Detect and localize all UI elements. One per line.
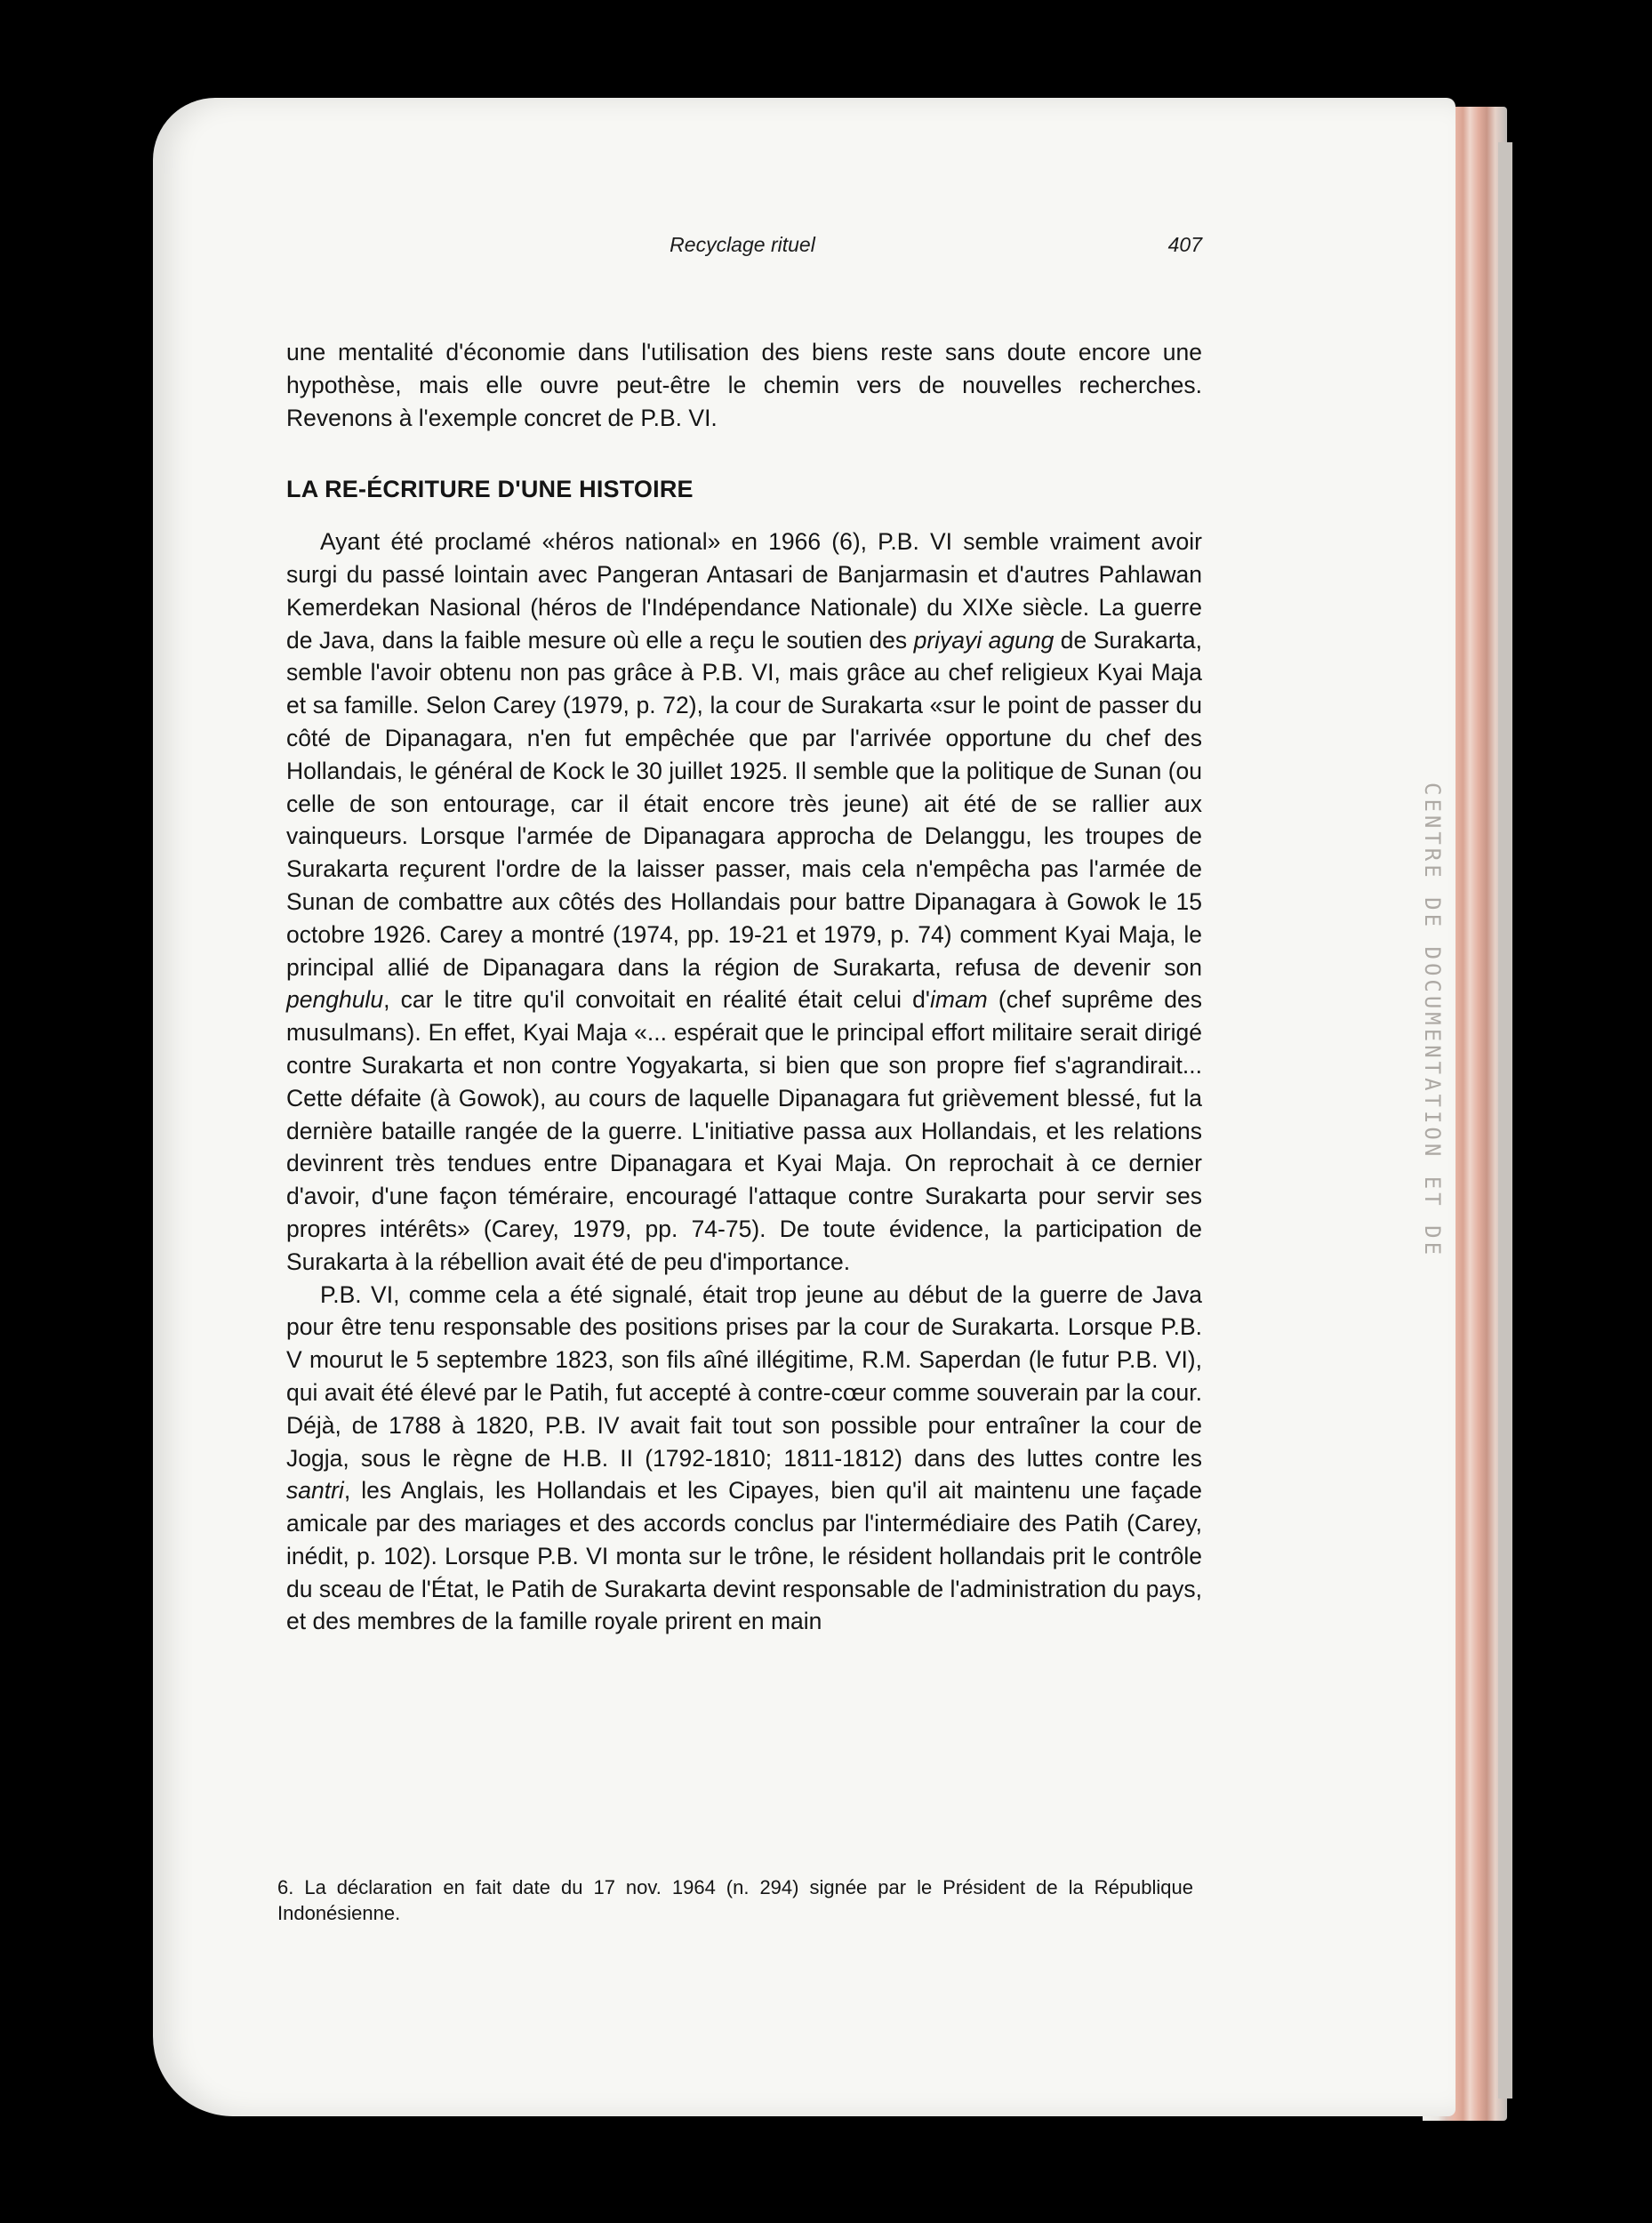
italic-term: priyayi agung <box>913 626 1055 654</box>
page-header <box>283 233 1202 261</box>
book-cover-edge <box>1498 142 1512 2099</box>
body-text <box>286 336 1202 1638</box>
edge-stamp: CENTRE DE DOCUMENTATION ET DE <box>1420 782 1445 1259</box>
paragraph-text: , car le titre qu'il convoitait en réalité était celui d' <box>383 986 930 1014</box>
intro-paragraph: une mentalité d'économie dans l'utilisation des biens reste sans doute encore une hypothèse, mais elle ouvre peut-être le chemin vers de nouvelles recherches. Revenons à l'exemple concret de P.B. VI. <box>286 339 1202 431</box>
paragraph-text: Ayant été proclamé «héros national» en 1966 (6), P.B. VI semble vraiment avoir surgi du passé lointain avec Pangeran Antasari de Banjarmasin et d'autres Pahlawan Kemerdekan Nasional (héros de l'Indépendance Nationale) du XIXe siècle. La guerre de Java, dans la faible mesure où elle a reçu le soutien des <box>286 528 1202 654</box>
footnote: 6. La déclaration en fait date du 17 nov. 1964 (n. 294) signée par le Président de la République Indonésienne. <box>277 1876 1193 1924</box>
italic-term: santri <box>286 1477 344 1505</box>
paragraph-2 <box>286 1279 1202 1639</box>
section-title: LA RE-ÉCRITURE D'UNE HISTOIRE <box>286 476 694 503</box>
paragraph-text: (chef suprême des musulmans). En effet, Kyai Maja «... espérait que le principal effort militaire serait dirigé contre Surakarta et non contre Yogyakarta, si bien que son propre fief s'agrandirait... Cette défaite (à Gowok), au cours de laquelle Dipanagara fut grièvement blessé, fut la dernière bataille rangée de la guerre. L'initiative passa aux Hollandais, et les relations devinrent très tendues entre Dipanagara et Kyai Maja. On reprochait à ce dernier d'avoir, d'une façon téméraire, encouragé l'attaque contre Surakarta pour servir ses propres intérêts» (Carey, 1979, pp. 74-75). De toute évidence, la participation de Surakarta à la rébellion avait été de peu d'importance. <box>286 986 1202 1275</box>
paragraph-text: , les Anglais, les Hollandais et les Cipayes, bien qu'il ait maintenu une façade amicale par des mariages et des accords conclus par l'intermédiaire des Patih (Carey, inédit, p. 102). Lorsque P.B. VI monta sur le trône, le résident hollandais prit le contrôle du sceau de l'État, le Patih de Surakarta devint responsable de l'administration du pays, et des membres de la famille royale prirent en main <box>286 1477 1202 1635</box>
italic-term: imam <box>929 986 988 1014</box>
italic-term: penghulu <box>286 986 384 1014</box>
paragraph-text: de Surakarta, semble l'avoir obtenu non pas grâce à P.B. VI, mais grâce au chef religieux Kyai Maja et sa famille. Selon Carey (1979, p. 72), la cour de Surakarta «sur le point de passer du côté de Dipanagara, n'en fut empêchée que par l'arrivée opportune du chef des Hollandais, le général de Kock le 30 juillet 1925. Il semble que la politique de Sunan (ou celle de son entourage, car il était encore très jeune) ait été de se rallier aux vainqueurs. Lorsque l'armée de Dipanagara approcha de Delanggu, les troupes de Surakarta reçurent l'ordre de la laisser passer, mais cela n'empêcha pas l'armée de Sunan de combattre aux côtés des Hollandais pour battre Dipanagara à Gowok le 15 octobre 1926. Carey a montré (1974, pp. 19-21 et 1979, p. 74) comment Kyai Maja, le principal allié de Dipanagara dans la région de Surakarta, refusa de devenir son <box>286 626 1202 981</box>
paragraph-text: P.B. VI, comme cela a été signalé, était trop jeune au début de la guerre de Java pour être tenu responsable des positions prises par la cour de Surakarta. Lorsque P.B. V mourut le 5 septembre 1823, son fils aîné illégitime, R.M. Saperdan (le futur P.B. VI), qui avait été élevé par le Patih, fut accepté à contre-cœur comme souverain par la cour. Déjà, de 1788 à 1820, P.B. IV avait fait tout son possible pour entraîner la cour de Jogja, sous le règne de H.B. II (1792-1810; 1811-1812) dans des luttes contre les <box>286 1280 1202 1472</box>
page-number: 407 <box>1167 233 1202 256</box>
paragraph-1 <box>286 526 1202 1278</box>
running-head: Recyclage rituel <box>670 233 815 256</box>
